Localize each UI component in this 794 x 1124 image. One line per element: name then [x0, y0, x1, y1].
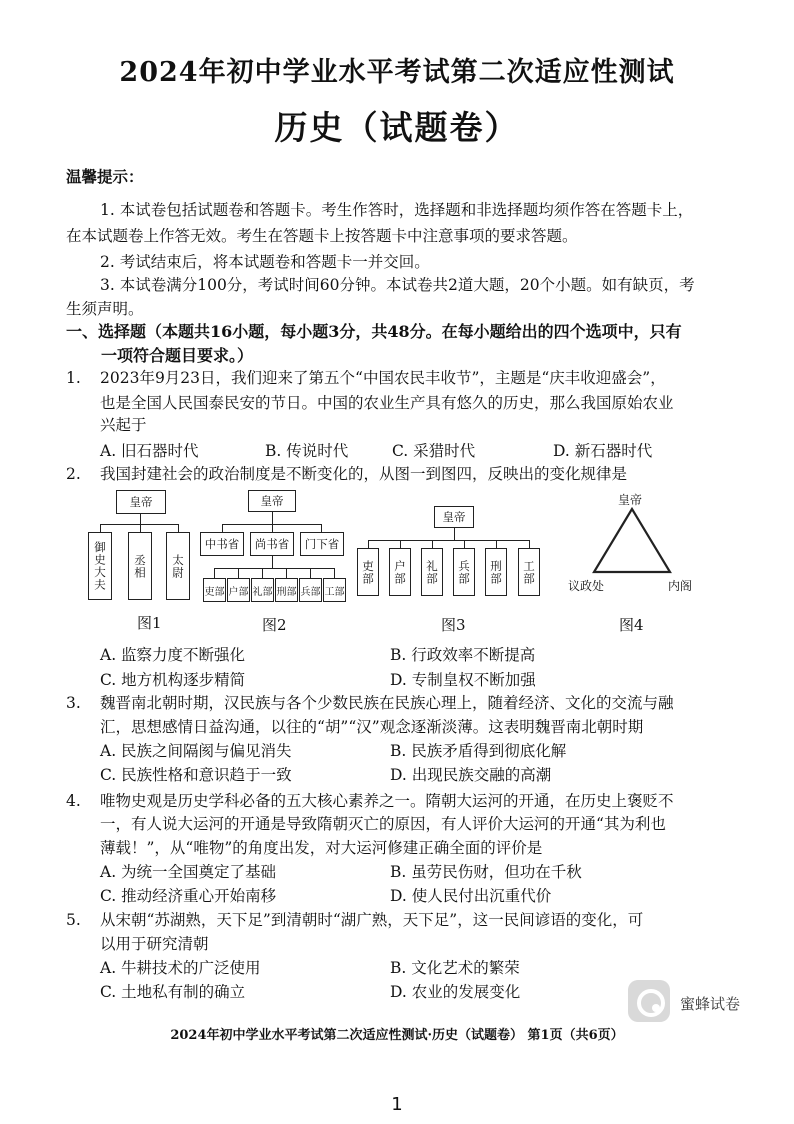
- q1-option-d: D. 新石器时代: [553, 442, 653, 460]
- fig2-box-libu2: 礼部: [251, 578, 274, 602]
- fig2-box-zhongshu: 中书省: [200, 532, 244, 556]
- fig4-right-label: 内阁: [668, 579, 693, 593]
- q3-number: 3.: [66, 694, 81, 712]
- q4-line-1: 唯物史观是历史学科必备的五大核心素养之一。隋朝大运河的开通，在历史上褒贬不: [100, 792, 674, 810]
- fig1-box-yushidafu: 御史大夫: [88, 532, 112, 600]
- watermark-text: 蜜蜂试卷: [680, 995, 741, 1013]
- tips-line-5: 生须声明。: [66, 300, 144, 318]
- fig3-emperor-box: 皇帝: [434, 506, 474, 528]
- q2-line: 我国封建社会的政治制度是不断变化的，从图一到图四，反映出的变化规律是: [100, 465, 628, 483]
- page-number: 1: [391, 1094, 403, 1115]
- section-heading: 一、选择题（本题共16小题，每小题3分，共48分。在每小题给出的四个选项中，只有: [66, 322, 682, 341]
- fig1-label: 图1: [137, 614, 162, 632]
- q5-option-c: C. 土地私有制的确立: [100, 983, 246, 1001]
- q5-option-a: A. 牛耕技术的广泛使用: [100, 959, 261, 977]
- q3-line-2: 汇，思想感情日益沟通，以往的“胡”“汉”观念逐渐淡薄。这表明魏晋南北朝时期: [100, 718, 644, 736]
- tips-line-1: 1. 本试卷包括试题卷和答题卡。考生作答时，选择题和非选择题均须作答在答题卡上，: [100, 201, 694, 219]
- q1-line-2: 也是全国人民国泰民安的节日。中国的农业生产具有悠久的历史，那么我国原始农业: [100, 394, 674, 412]
- q1-line-3: 兴起于: [100, 416, 147, 434]
- fig2-label: 图2: [262, 616, 287, 634]
- fig3-box-xingbu: 刑部: [485, 548, 507, 596]
- tips-line-3: 2. 考试结束后，将本试题卷和答题卡一并交回。: [100, 253, 430, 271]
- tips-heading: 温馨提示：: [66, 167, 144, 186]
- fig2-box-xingbu: 刑部: [275, 578, 298, 602]
- fig3-label: 图3: [441, 616, 466, 634]
- fig2-box-libu: 吏部: [203, 578, 226, 602]
- fig2-box-hubu: 户部: [227, 578, 250, 602]
- q1-option-c: C. 采猎时代: [392, 442, 476, 460]
- q3-line-1: 魏晋南北朝时期，汉民族与各个少数民族在民族心理上，随着经济、文化的交流与融: [100, 694, 674, 712]
- exam-title: 2024年初中学业水平考试第二次适应性测试: [119, 57, 675, 88]
- q2-number: 2.: [66, 465, 81, 483]
- fig2-emperor-box: 皇帝: [248, 490, 296, 512]
- q2-option-a: A. 监察力度不断强化: [100, 646, 246, 664]
- fig1-box-chengxiang: 丞相: [128, 532, 152, 600]
- fig3-box-libu: 吏部: [357, 548, 379, 596]
- q2-option-c: C. 地方机构逐步精简: [100, 671, 246, 689]
- q2-option-d: D. 专制皇权不断加强: [390, 671, 536, 689]
- q3-option-c: C. 民族性格和意识趋于一致: [100, 766, 292, 784]
- fig4-top-label: 皇帝: [618, 493, 643, 507]
- q4-option-b: B. 虽劳民伤财，但功在千秋: [390, 863, 582, 881]
- section-heading-cont: 一项符合题目要求。）: [101, 346, 254, 365]
- tips-line-4: 3. 本试卷满分100分，考试时间60分钟。本试卷共2道大题，20个小题。如有缺页，考: [100, 276, 695, 294]
- q5-option-d: D. 农业的发展变化: [390, 983, 521, 1001]
- q4-number: 4.: [66, 792, 81, 810]
- q3-option-b: B. 民族矛盾得到彻底化解: [390, 742, 567, 760]
- fig3-box-hubu: 户部: [389, 548, 411, 596]
- fig3-box-gongbu: 工部: [518, 548, 540, 596]
- fig2-box-gongbu: 工部: [323, 578, 346, 602]
- page-footer: 2024年初中学业水平考试第二次适应性测试·历史（试题卷） 第1页（共6页）: [170, 1028, 624, 1043]
- fig2-box-shangshu: 尚书省: [250, 532, 294, 556]
- fig2-box-bingbu: 兵部: [299, 578, 322, 602]
- q1-line-1: 2023年9月23日，我们迎来了第五个“中国农民丰收节”，主题是“庆丰收迎盛会”，: [100, 369, 666, 387]
- q5-line-2: 以用于研究清朝: [100, 935, 209, 953]
- q5-line-1: 从宋朝“苏湖熟，天下足”到清朝时“湖广熟，天下足”，这一民间谚语的变化，可: [100, 911, 644, 929]
- exam-subtitle: 历史（试题卷）: [274, 108, 520, 147]
- fig1-box-taiwei: 太尉: [166, 532, 190, 600]
- tips-line-2: 在本试题卷上作答无效。考生在答题卡上按答题卡中注意事项的要求答题。: [66, 227, 578, 245]
- q1-option-b: B. 传说时代: [265, 442, 349, 460]
- q4-option-c: C. 推动经济重心开始南移: [100, 887, 277, 905]
- fig3-box-libu2: 礼部: [421, 548, 443, 596]
- watermark-logo-icon: [628, 980, 670, 1022]
- fig4-label: 图4: [619, 616, 644, 634]
- q3-option-a: A. 民族之间隔阂与偏见消失: [100, 742, 292, 760]
- q4-option-a: A. 为统一全国奠定了基础: [100, 863, 277, 881]
- q1-number: 1.: [66, 369, 81, 387]
- q1-option-a: A. 旧石器时代: [100, 442, 199, 460]
- q2-option-b: B. 行政效率不断提高: [390, 646, 536, 664]
- q4-line-3: 薄载！”，从“唯物”的角度出发，对大运河修建正确全面的评价是: [100, 839, 543, 857]
- fig1-emperor-box: 皇帝: [116, 490, 166, 514]
- q5-number: 5.: [66, 911, 81, 929]
- q4-option-d: D. 使人民付出沉重代价: [390, 887, 552, 905]
- fig2-box-menxia: 门下省: [300, 532, 344, 556]
- q4-line-2: 一，有人说大运河的开通是导致隋朝灭亡的原因，有人评价大运河的开通“其为利也: [100, 815, 666, 833]
- fig4-left-label: 议政处: [568, 579, 605, 593]
- q3-option-d: D. 出现民族交融的高潮: [390, 766, 552, 784]
- q5-option-b: B. 文化艺术的繁荣: [390, 959, 520, 977]
- fig4-triangle: [590, 506, 674, 576]
- fig3-box-bingbu: 兵部: [453, 548, 475, 596]
